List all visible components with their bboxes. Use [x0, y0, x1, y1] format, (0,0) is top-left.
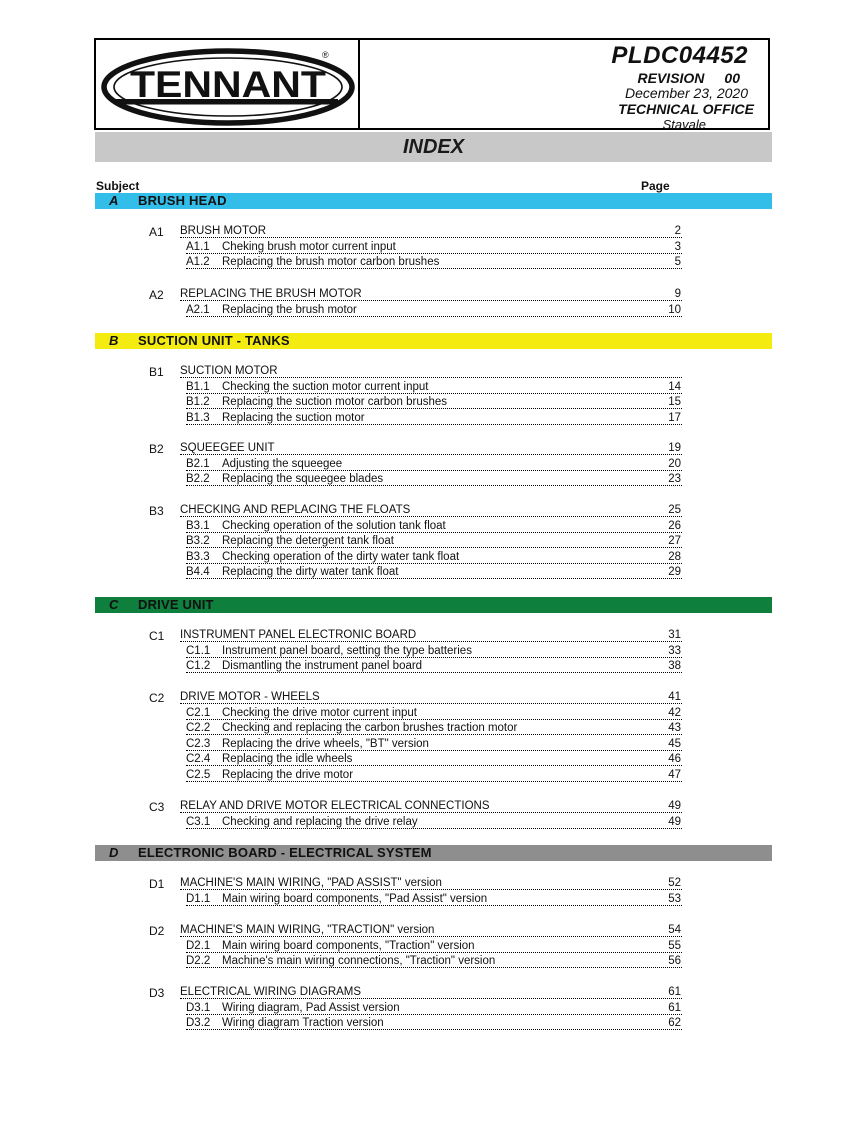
toc-entry[interactable] — [186, 706, 682, 720]
chapter-code: B2 — [149, 442, 164, 456]
chapter-code: B3 — [149, 504, 164, 518]
revision-number: 00 — [724, 70, 740, 86]
entry-title: Replacing the drive wheels, "BT" version — [222, 737, 429, 750]
chapter-title: REPLACING THE BRUSH MOTOR — [180, 288, 362, 300]
toc-entry[interactable] — [186, 550, 682, 564]
section-letter: A — [109, 193, 119, 208]
section-title: BRUSH HEAD — [138, 193, 227, 208]
page-number: 55 — [668, 939, 681, 952]
entry-title: Main wiring board components, "Traction" version — [222, 939, 475, 952]
entry-title: Replacing the suction motor — [222, 411, 365, 424]
toc-entry[interactable] — [186, 939, 682, 953]
toc-entry[interactable] — [186, 255, 682, 269]
page-number: 45 — [668, 737, 681, 750]
toc-entry[interactable] — [186, 411, 682, 425]
toc-entry[interactable] — [186, 534, 682, 548]
page-number: 10 — [668, 303, 681, 316]
page-number: 46 — [668, 753, 681, 765]
toc-entry[interactable] — [186, 472, 682, 486]
page-number: 3 — [674, 240, 681, 253]
toc-entry[interactable] — [186, 565, 682, 579]
toc-entry[interactable] — [186, 240, 682, 254]
chapter-title: INSTRUMENT PANEL ELECTRONIC BOARD — [180, 629, 417, 641]
entry-title: Checking the suction motor current input — [222, 380, 429, 393]
toc-chapter-entry[interactable] — [180, 923, 682, 937]
section-letter: D — [109, 845, 119, 860]
toc-entry[interactable] — [186, 380, 682, 394]
page-number: 20 — [668, 457, 681, 470]
toc-entry[interactable] — [186, 1016, 682, 1030]
chapter-title: MACHINE'S MAIN WIRING, "TRACTION" version — [180, 924, 435, 936]
chapter-code: D3 — [149, 986, 165, 1000]
entry-code: C2.1 — [186, 706, 211, 719]
entry-title: Replacing the detergent tank float — [222, 535, 394, 547]
toc-entry[interactable] — [186, 303, 682, 317]
toc-chapter-entry[interactable] — [180, 628, 682, 642]
technical-office: TECHNICAL OFFICE — [618, 101, 754, 117]
page-number: 61 — [668, 1001, 681, 1014]
entry-title: Replacing the squeegee blades — [222, 473, 384, 485]
section-header — [95, 597, 772, 613]
chapter-code: C1 — [149, 629, 165, 643]
entry-code: D3.2 — [186, 1017, 211, 1029]
toc-entry[interactable] — [186, 737, 682, 751]
document-header — [94, 38, 770, 130]
page-number: 38 — [668, 660, 681, 672]
entry-code: C1.1 — [186, 644, 211, 657]
chapter-title: CHECKING AND REPLACING THE FLOATS — [180, 504, 411, 516]
logo-brand-text: TENNANT — [130, 64, 327, 105]
toc-entry[interactable] — [186, 815, 682, 829]
toc-chapter-entry[interactable] — [180, 503, 682, 517]
chapter-title: SQUEEGEE UNIT — [180, 442, 275, 454]
entry-title: Replacing the drive motor — [222, 768, 354, 781]
toc-entry[interactable] — [186, 457, 682, 471]
section-title: ELECTRONIC BOARD - ELECTRICAL SYSTEM — [138, 845, 432, 860]
page-number: 54 — [668, 924, 681, 936]
entry-code: C2.4 — [186, 753, 211, 765]
toc-entry[interactable] — [186, 752, 682, 766]
toc-entry[interactable] — [186, 1001, 682, 1015]
entry-code: B4.4 — [186, 566, 210, 578]
toc-chapter-entry[interactable] — [180, 224, 682, 238]
page-number: 49 — [668, 815, 681, 828]
entry-code: B1.3 — [186, 411, 210, 424]
page-number: 31 — [668, 629, 681, 641]
section-title: SUCTION UNIT - TANKS — [138, 333, 290, 348]
entry-title: Replacing the dirty water tank float — [222, 566, 399, 578]
page-number: 9 — [674, 288, 681, 300]
chapter-code: D2 — [149, 924, 165, 938]
office-location: Stavale — [662, 117, 706, 132]
chapter-code: C3 — [149, 800, 165, 814]
entry-title: Checking and replacing the drive relay — [222, 815, 418, 828]
page-number: 15 — [668, 396, 681, 408]
section-header — [95, 845, 772, 861]
toc-chapter-entry[interactable] — [180, 364, 682, 378]
toc-entry[interactable] — [186, 768, 682, 782]
entry-title: Checking operation of the dirty water tank float — [222, 550, 460, 563]
document-info — [360, 40, 766, 132]
section-title: DRIVE UNIT — [138, 597, 214, 612]
chapter-code: A1 — [149, 225, 164, 239]
entry-code: B3.3 — [186, 550, 210, 563]
entry-code: D3.1 — [186, 1001, 211, 1014]
entry-code: A1.1 — [186, 240, 210, 253]
page-number: 19 — [668, 442, 681, 454]
entry-title: Checking and replacing the carbon brushes traction motor — [222, 722, 518, 734]
toc-chapter-entry[interactable] — [180, 690, 682, 704]
toc-chapter-entry[interactable] — [180, 876, 682, 890]
page-number: 14 — [668, 380, 681, 393]
entry-title: Replacing the brush motor carbon brushes — [222, 256, 440, 268]
entry-code: C1.2 — [186, 660, 211, 672]
chapter-title: DRIVE MOTOR - WHEELS — [180, 691, 320, 703]
section-letter: C — [109, 597, 119, 612]
toc-entry[interactable] — [186, 644, 682, 658]
entry-title: Wiring diagram, Pad Assist version — [222, 1001, 400, 1014]
entry-code: D2.2 — [186, 955, 211, 967]
toc-entry[interactable] — [186, 954, 682, 968]
page-number: 27 — [668, 535, 681, 547]
entry-title: Checking operation of the solution tank float — [222, 519, 446, 532]
entry-code: B3.2 — [186, 535, 210, 547]
toc-chapter-entry[interactable] — [180, 441, 682, 455]
entry-title: Instrument panel board, setting the type batteries — [222, 644, 472, 657]
entry-title: Replacing the brush motor — [222, 303, 357, 316]
chapter-title: BRUSH MOTOR — [180, 225, 267, 237]
toc-chapter-entry[interactable] — [180, 985, 682, 999]
entry-code: B1.2 — [186, 396, 210, 408]
page-number: 23 — [668, 473, 681, 485]
chapter-title: MACHINE'S MAIN WIRING, "PAD ASSIST" version — [180, 877, 442, 889]
toc-entry[interactable] — [186, 892, 682, 906]
page-number: 17 — [668, 411, 681, 424]
entry-title: Dismantling the instrument panel board — [222, 660, 423, 672]
chapter-title: ELECTRICAL WIRING DIAGRAMS — [180, 986, 362, 998]
page-number: 62 — [668, 1017, 681, 1029]
subject-column-header: Subject — [96, 179, 140, 193]
page-column-header: Page — [641, 179, 670, 193]
page-number: 53 — [668, 892, 681, 905]
page-number: 49 — [668, 800, 681, 812]
chapter-code: B1 — [149, 365, 164, 379]
chapter-code: A2 — [149, 288, 164, 302]
page-number: 25 — [668, 504, 681, 516]
entry-code: B2.2 — [186, 473, 210, 485]
page-number: 41 — [668, 691, 681, 703]
page-number: 47 — [668, 768, 681, 781]
toc-entry[interactable] — [186, 659, 682, 673]
section-header — [95, 333, 772, 349]
toc-chapter-entry[interactable] — [180, 799, 682, 813]
page-number: 29 — [668, 566, 681, 578]
section-header — [95, 193, 772, 209]
toc-entry[interactable] — [186, 721, 682, 735]
entry-title: Adjusting the squeegee — [222, 457, 343, 470]
page-number: 33 — [668, 644, 681, 657]
entry-code: A1.2 — [186, 256, 210, 268]
entry-title: Checking the drive motor current input — [222, 706, 417, 719]
entry-code: D2.1 — [186, 939, 211, 952]
document-code: PLDC04452 — [611, 42, 748, 69]
entry-code: D1.1 — [186, 892, 211, 905]
tennant-logo — [100, 44, 356, 126]
page-number: 43 — [668, 722, 681, 734]
entry-title: Wiring diagram Traction version — [222, 1017, 384, 1029]
chapter-code: C2 — [149, 691, 165, 705]
chapter-code: D1 — [149, 877, 165, 891]
entry-title: Replacing the idle wheels — [222, 753, 353, 765]
revision-label: REVISION — [637, 70, 705, 86]
toc-entry[interactable] — [186, 519, 682, 533]
entry-code: A2.1 — [186, 303, 210, 316]
entry-title: Replacing the suction motor carbon brushes — [222, 396, 448, 408]
page-number: 42 — [668, 706, 681, 719]
registered-mark: ® — [322, 50, 329, 60]
entry-code: C2.3 — [186, 737, 211, 750]
logo-box — [96, 40, 360, 128]
entry-title: Machine's main wiring connections, "Traction" version — [222, 955, 496, 967]
page-number: 61 — [668, 986, 681, 998]
entry-code: B3.1 — [186, 519, 210, 532]
index-title: INDEX — [95, 132, 772, 162]
section-letter: B — [109, 333, 119, 348]
entry-code: C3.1 — [186, 815, 211, 828]
revision-line — [638, 70, 740, 86]
chapter-title: SUCTION MOTOR — [180, 365, 278, 377]
entry-code: B1.1 — [186, 380, 210, 393]
page-number: 28 — [668, 550, 681, 563]
page-number: 5 — [674, 256, 681, 268]
page-number: 56 — [668, 955, 681, 967]
entry-code: C2.2 — [186, 722, 211, 734]
page-number: 26 — [668, 519, 681, 532]
entry-code: B2.1 — [186, 457, 210, 470]
document-date: December 23, 2020 — [625, 85, 748, 101]
page-number: 2 — [674, 225, 681, 237]
toc-chapter-entry[interactable] — [180, 287, 682, 301]
entry-code: C2.5 — [186, 768, 211, 781]
toc-entry[interactable] — [186, 395, 682, 409]
page-number: 52 — [668, 877, 681, 889]
entry-title: Main wiring board components, "Pad Assist" version — [222, 892, 488, 905]
entry-title: Cheking brush motor current input — [222, 240, 396, 253]
chapter-title: RELAY AND DRIVE MOTOR ELECTRICAL CONNECTIONS — [180, 800, 490, 812]
